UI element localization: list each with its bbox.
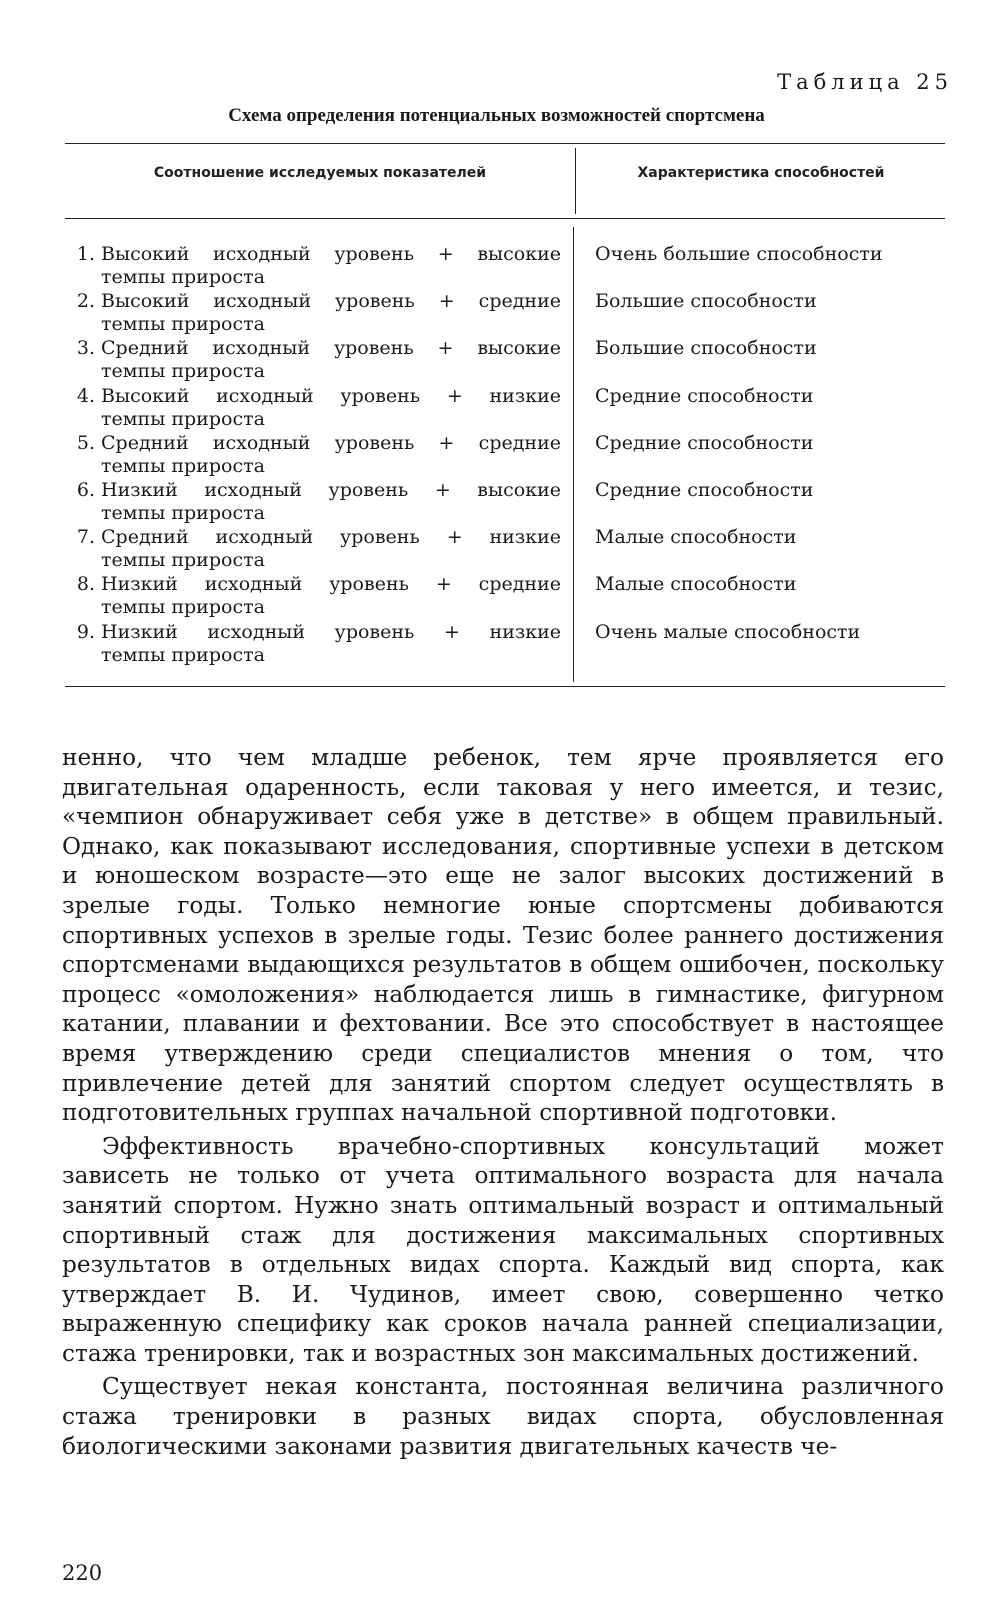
table-row bbox=[65, 432, 945, 479]
row-condition-line2: темпы прироста bbox=[101, 596, 265, 619]
row-condition-line1: Высокий исходный уровень + средние bbox=[101, 290, 561, 313]
row-condition-line2: темпы прироста bbox=[101, 360, 265, 383]
row-condition-line2: темпы прироста bbox=[101, 407, 265, 430]
row-condition-line1: Низкий исходный уровень + высокие bbox=[101, 479, 561, 501]
row-condition-line1: Высокий исходный уровень + высокие bbox=[101, 243, 561, 265]
header-column-divider bbox=[575, 148, 576, 214]
header-abilities: Характеристика способностей bbox=[637, 165, 885, 181]
row-condition-line1: Средний исходный уровень + средние bbox=[101, 431, 561, 454]
table-row bbox=[65, 573, 945, 620]
body-text bbox=[62, 743, 944, 1461]
row-result: Большие способности bbox=[595, 290, 817, 313]
row-number: 3. bbox=[76, 337, 95, 360]
row-number: 8. bbox=[76, 573, 95, 596]
row-number: 4. bbox=[76, 384, 95, 407]
table-bottom-rule bbox=[65, 686, 945, 687]
row-condition-line1: Высокий исходный уровень + низкие bbox=[101, 384, 561, 407]
ability-table bbox=[65, 143, 945, 688]
row-condition-line2: темпы прироста bbox=[101, 549, 265, 572]
row-number: 9. bbox=[76, 620, 95, 643]
paragraph-3: Существует некая константа, постоянная величина различного стажа тренировки в разных видах спорта, обусловленная биологическими законами развития двигательных качеств че- bbox=[62, 1373, 944, 1460]
page-number: 220 bbox=[62, 1561, 103, 1585]
table-row bbox=[65, 385, 945, 432]
row-result: Очень малые способности bbox=[595, 620, 861, 643]
row-result: Средние способности bbox=[595, 384, 814, 407]
paragraph-2: Эффективность врачебно-спортивных консультаций может зависеть не только от учета оптимального возраста для начала занятий спортом. Нужно знать оптимальный возраст и оптимальный спортивный стаж для достижения максимальных спортивных результатов в отдельных видах спорта. Каждый вид спорта, как утверждает В. И. Чудинов, имеет свою, совершенно четко выраженную специфику как сроков начала ранней специализации, стажа тренировки, так и возрастных зон максимальных достижений. bbox=[62, 1132, 944, 1367]
row-result: Большие способности bbox=[595, 337, 817, 360]
row-condition-line1: Низкий исходный уровень + низкие bbox=[101, 620, 561, 643]
row-condition-line2: темпы прироста bbox=[101, 502, 265, 524]
row-result: Малые способности bbox=[595, 526, 797, 549]
row-condition-line1: Низкий исходный уровень + средние bbox=[101, 573, 561, 596]
row-number: 5. bbox=[76, 431, 95, 454]
row-result: Средние способности bbox=[595, 479, 814, 501]
row-condition-line1: Средний исходный уровень + высокие bbox=[101, 337, 561, 360]
row-number: 6. bbox=[76, 479, 95, 501]
row-condition-line2: темпы прироста bbox=[101, 266, 265, 288]
row-condition-line2: темпы прироста bbox=[101, 313, 265, 336]
table-row bbox=[65, 479, 945, 526]
row-condition-line2: темпы прироста bbox=[101, 454, 265, 477]
table-row bbox=[65, 243, 945, 290]
row-number: 7. bbox=[76, 526, 95, 549]
row-number: 2. bbox=[76, 290, 95, 313]
row-result: Очень большие способности bbox=[595, 243, 883, 265]
table-header-rule bbox=[65, 218, 945, 219]
row-condition-line1: Средний исходный уровень + низкие bbox=[101, 526, 561, 549]
row-result: Средние способности bbox=[595, 431, 814, 454]
table-row bbox=[65, 290, 945, 337]
table-row bbox=[65, 621, 945, 668]
header-indicators: Соотношение исследуемых показателей bbox=[153, 165, 487, 181]
table-row bbox=[65, 526, 945, 573]
table-top-rule bbox=[65, 143, 945, 144]
row-condition-line2: темпы прироста bbox=[101, 643, 265, 666]
table-title: Схема определения потенциальных возможностей спортсмена bbox=[228, 105, 765, 126]
row-result: Малые способности bbox=[595, 573, 797, 596]
paragraph-1: ненно, что чем младше ребенок, тем ярче проявляется его двигательная одаренность, если таковая у него имеется, и тезис, «чемпион обнаруживает себя уже в детстве» в общем правильный. Однако, как показывают исследования, спортивные успехи в детском и юношеском возрасте—это еще не залог высоких достижений в зрелые годы. Только немногие юные спортсмены добиваются спортивных успехов в зрелые годы. Тезис более раннего достижения спортсменами выдающихся результатов в общем ошибочен, поскольку процесс «омоложения» наблюдается лишь в гимнастике, фигурном катании, плавании и фехтовании. Все это способствует в настоящее время утверждению среди специалистов мнения о том, что привлечение детей для занятий спортом следует осуществлять в подготовительных группах начальной спортивной подготовки. bbox=[62, 744, 944, 1127]
row-number: 1. bbox=[76, 243, 95, 265]
table-row bbox=[65, 337, 945, 384]
table-label: Таблица 25 bbox=[777, 70, 953, 94]
